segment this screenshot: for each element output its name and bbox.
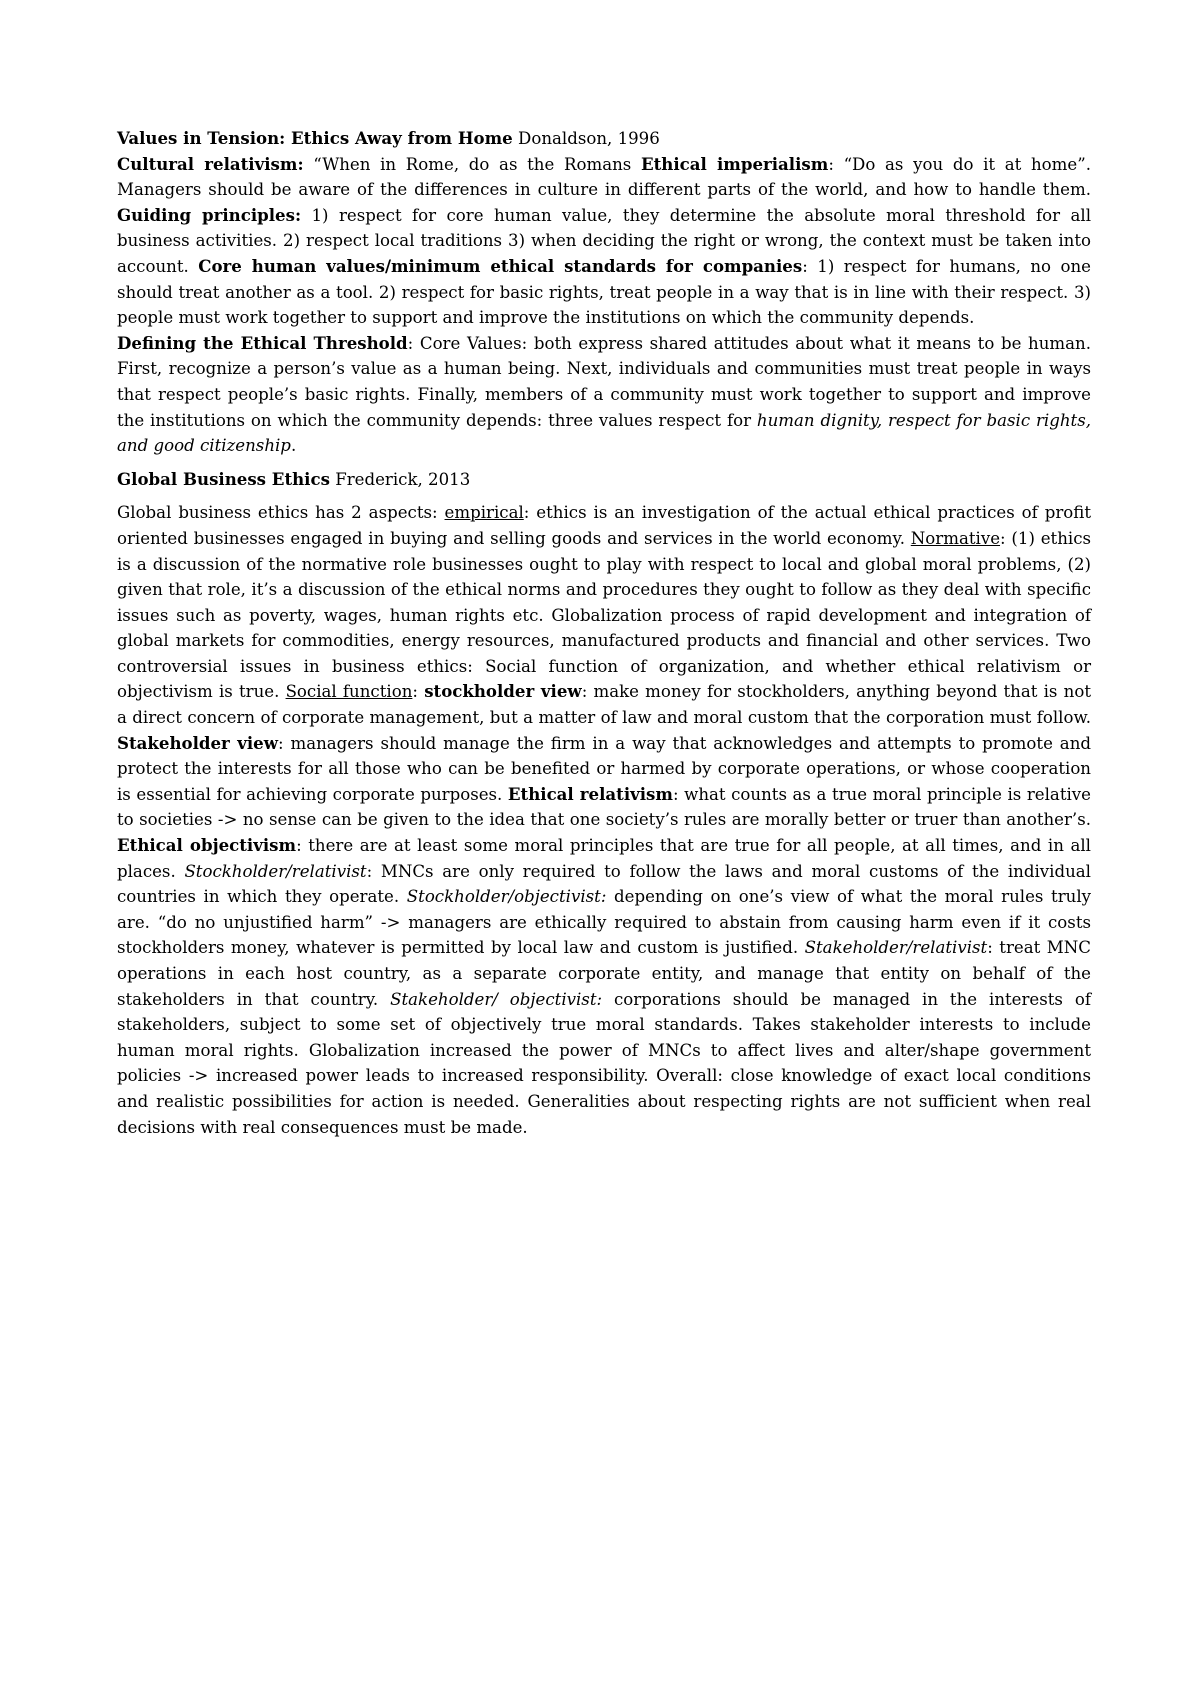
- s2-text-10: depending on one’s view of what the moral rules truly are. “do no unjustified harm” -> managers are ethically required to abstain from causing harm even if it costs stockholders money, whatever is permitted by local law and custom is justified.: [117, 887, 1091, 958]
- threshold-end: .: [290, 436, 297, 456]
- ethical-imperialism-text: : “Do as you do it at home”. Managers should be aware of the differences in culture in different parts of the world, and how to handle them.: [117, 154, 1091, 200]
- empirical-label: empirical: [444, 503, 524, 523]
- stakeholder-objectivist-label: Stakeholder/ objectivist:: [390, 989, 603, 1009]
- s2-text-4: :: [412, 682, 425, 702]
- section2-heading: [117, 467, 1091, 493]
- cultural-relativism-label: Cultural relativism:: [117, 153, 304, 174]
- s2-text-6: : managers should manage the firm in a way that acknowledges and attempts to promote and protect the interests for all those who can be benefited or harmed by corporate operations, or whose cooperation is essential for achieving corporate purposes.: [117, 733, 1091, 804]
- stockholder-relativist-label: Stockholder/relativist: [184, 861, 367, 881]
- section1-author: Donaldson, 1996: [512, 129, 660, 148]
- cultural-relativism-text: “When in Rome, do as the Romans: [303, 154, 641, 174]
- threshold-label: Defining the Ethical Threshold: [117, 332, 408, 353]
- s2-text-1: Global business ethics has 2 aspects:: [117, 503, 445, 523]
- s2-text-2: : ethics is an investigation of the actual ethical practices of profit oriented businesses engaged in buying and selling goods and services in the world economy.: [117, 503, 1091, 548]
- section1-title: Values in Tension: Ethics Away from Home: [117, 128, 513, 148]
- threshold-italic: human dignity, respect for basic rights, and good citizenship: [117, 410, 1091, 456]
- s2-text-9: : MNCs are only required to follow the laws and moral customs of the individual countries in which they operate.: [117, 861, 1091, 907]
- document-page: [117, 126, 1091, 1140]
- s2-text-7: : what counts as a true moral principle is relative to societies -> no sense can be given to the idea that one society’s rules are morally better or truer than another’s.: [117, 784, 1091, 830]
- stakeholder-view-label: Stakeholder view: [117, 732, 278, 753]
- threshold-paragraph: [117, 331, 1091, 459]
- s2-text-8: : there are at least some moral principles that are true for all people, at all times, and in all places.: [117, 836, 1091, 881]
- guiding-principles-text: 1) respect for core human value, they determine the absolute moral threshold for all business activities. 2) respect local traditions 3) when deciding the right or wrong, the context must be taken into account.: [117, 205, 1091, 276]
- section2-body: [117, 500, 1091, 1140]
- ethical-imperialism-label: Ethical imperialism: [640, 153, 829, 174]
- stockholder-view-label: stockholder view: [424, 681, 582, 702]
- section2-author: Frederick, 2013: [329, 469, 471, 489]
- s2-text-5: : make money for stockholders, anything beyond that is not a direct concern of corporate management, but a matter of law and moral custom that the corporation must follow.: [117, 682, 1091, 728]
- core-values-text: : 1) respect for humans, no one should treat another as a tool. 2) respect for basic rights, treat people in a way that is in line with their respect. 3) people must work together to support and improve the institutions on which the community depends.: [117, 256, 1092, 328]
- s2-text-3: : (1) ethics is a discussion of the normative role businesses ought to play with respect to local and global moral problems, (2) given that role, it’s a discussion of the ethical norms and procedures they ought to follow as they deal with specific issues such as poverty, wages, human rights etc. Globalization process of rapid development and integration of global markets for commodities, energy resources, manufactured products and financial and other services. Two controversial issues in business ethics: Social function of organization, and whether ethical relativism or objectivism is true.: [117, 528, 1091, 702]
- ethical-objectivism-label: Ethical objectivism: [117, 835, 297, 856]
- normative-label: Normative: [910, 528, 1001, 548]
- s2-text-12: corporations should be managed in the interests of stakeholders, subject to some set of objectively true moral standards. Takes stakeholder interests to include human moral rights. Globalization increased the power of MNCs to affect lives and alter/shape government policies -> increased power leads to increased responsibility. Overall: close knowledge of exact local conditions and realistic possibilities for action is needed. Generalities about respecting rights are not sufficient when real decisions with real consequences must be made.: [117, 989, 1091, 1137]
- guiding-principles-label: Guiding principles:: [117, 204, 302, 225]
- stakeholder-relativist-label: Stakeholder/relativist: [804, 938, 988, 958]
- threshold-text: : Core Values: both express shared attitudes about what it means to be human. First, recognize a person’s value as a human being. Next, individuals and communities must treat people in ways that respect people’s basic rights. Finally, members of a community must work together to support and improve the institutions on which the community depends: three values respect for: [117, 333, 1091, 430]
- s2-text-11: : treat MNC operations in each host country, as a separate corporate entity, and manage that entity on behalf of the stakeholders in that country.: [117, 938, 1091, 1009]
- section1-block: [117, 126, 1091, 331]
- section2-title: Global Business Ethics: [117, 468, 330, 489]
- social-function-label: Social function: [285, 682, 413, 702]
- ethical-relativism-label: Ethical relativism: [507, 783, 673, 804]
- stockholder-objectivist-label: Stockholder/objectivist:: [406, 887, 607, 907]
- core-values-label: Core human values/minimum ethical standards for companies: [198, 255, 803, 276]
